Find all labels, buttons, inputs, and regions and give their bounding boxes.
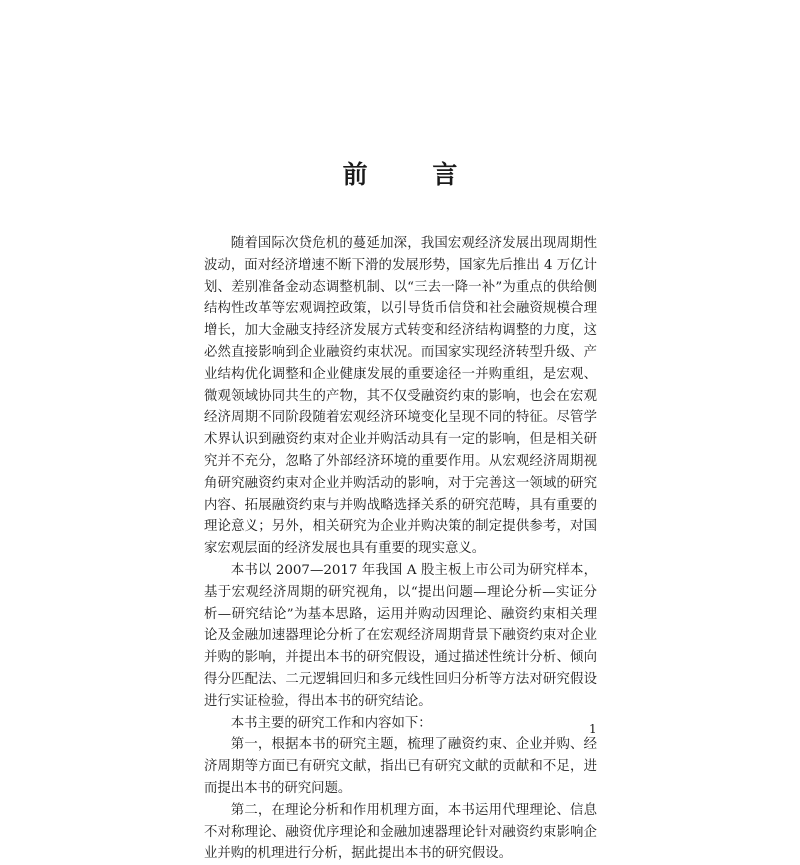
page-number: 1 (589, 722, 597, 736)
paragraph-1: 随着国际次贷危机的蔓延加深，我国宏观经济发展出现周期性波动，面对经济增速不断下滑的发展形势，国家先后推出 4 万亿计划、差别准备金动态调整机制、以“三去一降一补”为重点的供给侧结构性改革等宏观调控政策，以引导货币信贷和社会融资规模合理增长，加大金融支持经济发展方式转变和经济结构调整的力度，这必然直接影响到企业融资约束状况。而国家实现经济转型升级、产业结构优化调整和企业健康发展的重要途径一并购重组，是宏观、微观领域协同共生的产物，其不仅受融资约束的影响，也会在宏观经济周期不同阶段随着宏观经济环境变化呈现不同的特征。尽管学术界认识到融资约束对企业并购活动具有一定的影响，但是相关研究并不充分，忽略了外部经济环境的重要作用。从宏观经济周期视角研究融资约束对企业并购活动的影响，对于完善这一领域的研究内容、拓展融资约束与并购战略选择关系的研究范畴，具有重要的理论意义；另外，相关研究为企业并购决策的制定提供参考，对国家宏观层面的经济发展也具有重要的现实意义。 (204, 236, 597, 557)
paragraph-3: 本书主要的研究工作和内容如下： (230, 715, 432, 731)
paragraph-4: 第一，根据本书的研究主题，梳理了融资约束、企业并购、经济周期等方面已有研究文献，指出已有研究文献的贡献和不足，进而提出本书的研究问题。 (204, 737, 597, 796)
paragraph-5: 第二，在理论分析和作用机理方面，本书运用代理理论、信息不对称理论、融资优序理论和金融加速器理论针对融资约束影响企业并购的机理进行分析，据此提出本书的研究假设。 (204, 802, 597, 862)
page-title: 前 言 (342, 160, 486, 189)
body-text (204, 233, 597, 865)
paragraph-2: 本书以 2007—2017 年我国 A 股主板上市公司为研究样本，基于宏观经济周期的研究视角，以“提出问题—理论分析—实证分析—研究结论”为基本思路，运用并购动因理论、融资约束相关理论及金融加速器理论分析了在宏观经济周期背景下融资约束对企业并购的影响，并提出本书的研究假设，通过描述性统计分析、倾向得分匹配法、二元逻辑回归和多元线性回归分析等方法对研究假设进行实证检验，得出本书的研究结论。 (204, 562, 597, 709)
